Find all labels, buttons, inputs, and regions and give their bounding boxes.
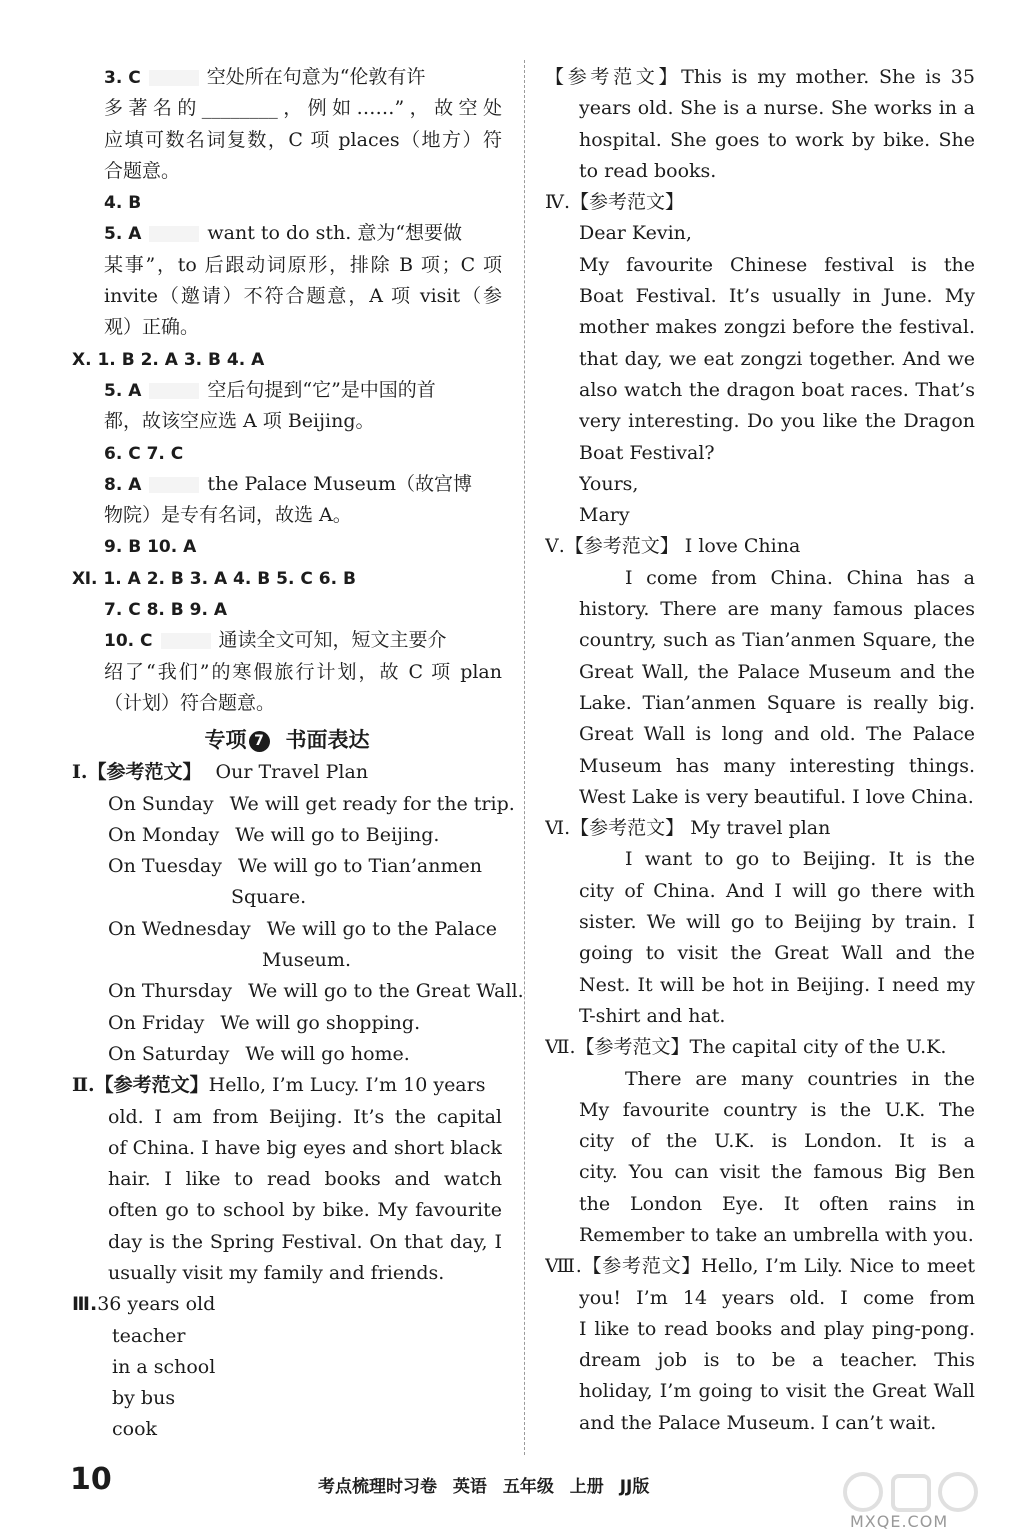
essay-line: [545, 438, 975, 469]
essay-line: [545, 876, 975, 907]
essay-text: Nest. It will be hot in Beijing. I need my: [579, 973, 975, 996]
answer-line: [72, 125, 502, 156]
essay-text: Yours,: [579, 472, 639, 495]
plan-row: [108, 851, 502, 882]
essay-text: Great Wall is long and old. The Palace: [579, 723, 975, 746]
plan-day: On Monday: [108, 823, 220, 846]
essay-line: [545, 844, 975, 875]
answer-line: [72, 375, 502, 406]
answer-text: in a school: [112, 1355, 216, 1378]
volume: 上册: [569, 1477, 604, 1497]
essay-line: [545, 1157, 975, 1188]
answer-number: 10. C: [104, 631, 153, 652]
plan-activity: We will get ready for the trip.: [229, 792, 515, 815]
footer-text: [318, 1472, 649, 1497]
essay-heading: Ⅳ.【参考范文】: [545, 191, 685, 214]
essay-text: and the Palace Museum. I can’t wait.: [579, 1411, 937, 1434]
plan-row: [108, 1008, 502, 1039]
section-number-badge: 7: [249, 731, 270, 752]
right-column: [545, 62, 975, 1439]
plan-activity: We will go to the Great Wall.: [248, 980, 524, 1003]
essay-text: also watch the dragon boat races. That’s: [579, 378, 975, 401]
answer-line: [72, 312, 502, 343]
answer-line: [72, 688, 502, 719]
essay-line: [545, 1189, 975, 1220]
essay-heading: Ⅷ.【参考范文】Hello, I’m Lily. Nice to meet: [545, 1255, 975, 1278]
essay-text: 【参考范文】This is my mother. She is 35: [545, 66, 975, 88]
essay-text: Mary: [579, 504, 630, 527]
essay-text: years old. She is a nurse. She works in a: [579, 97, 975, 120]
answer-text: teacher: [112, 1324, 186, 1347]
answer-text: cook: [112, 1418, 158, 1441]
essay-line: [545, 657, 975, 688]
essay-text: Boat Festival. It’s usually in June. My: [579, 285, 975, 308]
answer-line: [72, 1383, 502, 1414]
answer-line: [72, 1352, 502, 1383]
essay-heading: Ⅴ.【参考范文】 I love China: [545, 535, 801, 558]
essay-text: old. I am from Beijing. It’s the capital: [108, 1105, 502, 1128]
explanation-text: 应填可数名词复数，C 项 places（地方）符: [104, 128, 502, 151]
essay-line: [545, 218, 975, 249]
essay-label: Ⅰ.【参考范文】: [72, 761, 202, 784]
column-divider: [524, 60, 525, 1455]
edition: JJ版: [619, 1477, 650, 1497]
essay-text: Remember to take an umbrella with you.: [579, 1223, 974, 1246]
essay-line: [545, 1220, 975, 1251]
plan-row: [108, 945, 502, 976]
answer-number: 3. C: [104, 68, 141, 88]
essay-label: Ⅱ.【参考范文】: [72, 1074, 209, 1097]
answer-line: [72, 218, 502, 249]
essay-text: city of China. And I will go there with: [579, 879, 975, 902]
essay-text: city of the U.K. is London. It is a: [579, 1130, 975, 1153]
essay-line: [545, 344, 975, 375]
essay-text: country, such as Tian’anmen Square, the: [579, 629, 975, 652]
essay-line: [545, 62, 975, 93]
answer-number: 8. A: [104, 474, 142, 495]
answer-line: [72, 500, 502, 531]
essay-text: often go to school by bike. My favourite: [108, 1199, 502, 1222]
essay-line: [545, 281, 975, 312]
answer-line: [72, 250, 502, 281]
essay-line: [72, 1195, 502, 1226]
essay-line: [72, 1258, 502, 1289]
essay-line: [545, 1064, 975, 1095]
plan-row: [108, 789, 515, 820]
section-title-prefix: 专项: [204, 728, 247, 753]
essay-line: [545, 187, 975, 218]
essay-line: [545, 1345, 975, 1376]
plan-day: On Saturday: [108, 1042, 230, 1065]
essay-text: West Lake is very beautiful. I love China.: [579, 785, 974, 808]
essay-text: dream job is to be a teacher. This: [579, 1349, 975, 1372]
answer-number: Ⅺ. 1. A 2. B 3. A 4. B 5. C 6. B: [72, 568, 356, 589]
plan-activity: We will go shopping.: [220, 1011, 421, 1034]
plan-row: [108, 976, 524, 1007]
explanation-text: 都，故该空应选 A 项 Beijing。: [104, 410, 375, 433]
essay-text: of China. I have big eyes and short black: [108, 1136, 502, 1159]
essay-text: to read books.: [579, 159, 717, 182]
explanation-text: 通读全文可知，短文主要介: [218, 629, 447, 652]
essay-line: [545, 1095, 975, 1126]
essay-line: [545, 594, 975, 625]
plan-activity: We will go home.: [245, 1042, 410, 1065]
answer-line: [72, 531, 502, 562]
essay-line: [545, 625, 975, 656]
explanation-text: （计划）符合题意。: [104, 691, 276, 714]
plan-activity: We will go to the Palace: [266, 917, 497, 940]
book-title: 考点梳理时习卷: [318, 1477, 437, 1497]
essay-line: [545, 500, 975, 531]
essay-line: [545, 312, 975, 343]
essay-text: history. There are many famous places: [579, 598, 975, 621]
essay-line: [545, 1314, 975, 1345]
essay-line: [72, 1227, 502, 1258]
essay-line: [72, 1102, 502, 1133]
explanation-text: invite（邀请）不符合题意，A 项 visit（参: [104, 285, 502, 308]
plan-activity: Museum.: [262, 949, 351, 972]
explanation-text: 空处所在句意为“伦敦有许: [206, 66, 426, 88]
answer-text: by bus: [112, 1387, 176, 1410]
essay-text: T-shirt and hat.: [579, 1004, 726, 1027]
essay-text: that day, we eat zongzi together. And we: [579, 347, 975, 370]
essay-heading: Ⅶ.【参考范文】The capital city of the U.K.: [545, 1036, 947, 1059]
essay-line: [545, 469, 975, 500]
answer-number: Ⅹ. 1. B 2. A 3. B 4. A: [72, 349, 265, 370]
answer-line: [72, 625, 502, 656]
essay-line: [545, 719, 975, 750]
answer-line: [72, 406, 502, 437]
answer-line: [72, 1414, 502, 1445]
essay-line: [545, 125, 975, 156]
plan-row: [108, 882, 502, 913]
answer-number: 4. B: [104, 193, 142, 214]
answer-line: [72, 281, 502, 312]
essay-title: Our Travel Plan: [215, 761, 369, 784]
explanation-tag: [161, 633, 211, 649]
essay-line: [545, 970, 975, 1001]
answer-line: [72, 563, 502, 594]
explanation-tag: [149, 477, 199, 493]
subject: 英语: [452, 1477, 487, 1497]
answer-line: [72, 438, 502, 469]
grade: 五年级: [502, 1477, 554, 1497]
essay-line: [72, 1133, 502, 1164]
answer-text: 36 years old: [97, 1293, 216, 1316]
essay-text: usually visit my family and friends.: [108, 1261, 445, 1284]
essay-line: [545, 1001, 975, 1032]
part-label: Ⅲ.: [72, 1293, 98, 1316]
answer-line: [72, 1289, 502, 1320]
section-title: [72, 723, 502, 757]
plan-day: On Wednesday: [108, 917, 251, 940]
explanation-text: want to do sth. 意为“想要做: [207, 222, 463, 245]
answer-number: 7. C 8. B 9. A: [104, 600, 228, 621]
answer-line: [72, 344, 502, 375]
plan-day: On Friday: [108, 1011, 205, 1034]
essay-line: [545, 813, 975, 844]
essay-text: My favourite Chinese festival is the: [579, 253, 975, 276]
essay-line: [545, 1408, 975, 1439]
essay-text: hair. I like to read books and watch: [108, 1168, 502, 1191]
answer-line: [72, 594, 502, 625]
page-number: 10: [70, 1462, 112, 1497]
answer-line: [72, 93, 502, 124]
essay-text: Great Wall, the Palace Museum and the: [579, 660, 975, 683]
essay-text: day is the Spring Festival. On that day, I: [108, 1230, 502, 1253]
plan-day: On Thursday: [108, 980, 233, 1003]
explanation-text: 绍了“我们”的寒假旅行计划，故 C 项 plan: [104, 660, 502, 683]
essay-text: hospital. She goes to work by bike. She: [579, 128, 975, 151]
essay-text: Hello, I’m Lucy. I’m 10 years: [208, 1074, 486, 1097]
essay-line: [72, 1164, 502, 1195]
essay-text: holiday, I’m going to visit the Great Wall: [579, 1380, 975, 1403]
essay-text: Boat Festival?: [579, 441, 715, 464]
essay-text: very interesting. Do you like the Dragon: [579, 410, 975, 433]
answer-line: [72, 156, 502, 187]
explanation-tag: [149, 70, 199, 86]
plan-day: On Sunday: [108, 792, 214, 815]
answer-line: [72, 62, 502, 93]
explanation-text: 物院）是专有名词，故选 A。: [104, 504, 352, 527]
answer-line: [72, 1321, 502, 1352]
essay-line: [545, 1376, 975, 1407]
essay-line: [545, 688, 975, 719]
essay-text: I want to go to Beijing. It is the: [625, 848, 975, 871]
section-title-suffix: 书面表达: [285, 728, 370, 753]
essay-text: mother makes zongzi before the festival.: [579, 316, 975, 339]
essay-line: [545, 563, 975, 594]
watermark-text: MXQE.COM: [850, 1512, 949, 1531]
answer-number: 6. C 7. C: [104, 443, 184, 464]
essay-text: Dear Kevin,: [579, 222, 692, 245]
plan-row: [108, 820, 502, 851]
essay-line: [545, 1251, 975, 1282]
essay-line: [545, 938, 975, 969]
essay-text: Museum has many interesting things.: [579, 754, 975, 777]
essay-line: [72, 1070, 502, 1101]
explanation-text: 合题意。: [104, 159, 181, 182]
explanation-text: 空后句提到“它”是中国的首: [207, 378, 436, 401]
essay-text: I like to read books and play ping-pong.: [579, 1317, 975, 1340]
essay-line: [545, 907, 975, 938]
plan-activity: We will go to Beijing.: [235, 823, 440, 846]
left-column: [72, 62, 524, 1446]
essay-line: [545, 751, 975, 782]
essay-line: [545, 531, 975, 562]
essay-line: [545, 93, 975, 124]
essay-line: [545, 406, 975, 437]
explanation-tag: [149, 383, 199, 399]
plan-activity: We will go to Tian’anmen: [237, 855, 482, 878]
answer-number: 9. B 10. A: [104, 537, 197, 558]
essay-line: [545, 1032, 975, 1063]
essay-line: [545, 375, 975, 406]
explanation-text: 多著名的________，例如……”，故空处: [104, 97, 502, 120]
essay-line: [545, 250, 975, 281]
answer-line: [72, 657, 502, 688]
plan-row: [108, 914, 502, 945]
essay-line: [545, 1126, 975, 1157]
essay-line: [545, 782, 975, 813]
explanation-text: 某事”，to 后跟动词原形，排除 B 项；C 项: [104, 253, 502, 276]
essay-text: going to visit the Great Wall and the: [579, 942, 975, 965]
explanation-text: 观）正确。: [104, 316, 200, 339]
essay-line: [545, 156, 975, 187]
answer-line: [72, 187, 502, 218]
explanation-text: the Palace Museum（故宫博: [207, 472, 473, 495]
essay-text: Lake. Tian’anmen Square is really big.: [579, 691, 975, 714]
essay-heading: [72, 757, 502, 788]
essay-text: sister. We will go to Beijing by train. I: [579, 911, 975, 934]
answer-line: [72, 469, 502, 500]
essay-text: There are many countries in the: [625, 1067, 975, 1090]
essay-text: you! I’m 14 years old. I come from: [579, 1286, 975, 1309]
answer-number: 5. A: [104, 380, 142, 401]
essay-text: I come from China. China has a: [625, 566, 975, 589]
essay-text: the London Eye. It often rains in: [579, 1192, 975, 1215]
essay-heading: Ⅵ.【参考范文】 My travel plan: [545, 817, 831, 840]
plan-day: On Tuesday: [108, 855, 222, 878]
essay-line: [545, 1283, 975, 1314]
explanation-tag: [149, 226, 199, 242]
plan-row: [108, 1039, 502, 1070]
plan-activity: Square.: [231, 886, 307, 909]
essay-text: My favourite country is the U.K. The: [579, 1098, 975, 1121]
essay-text: city. You can visit the famous Big Ben: [579, 1161, 975, 1184]
answer-number: 5. A: [104, 224, 142, 245]
